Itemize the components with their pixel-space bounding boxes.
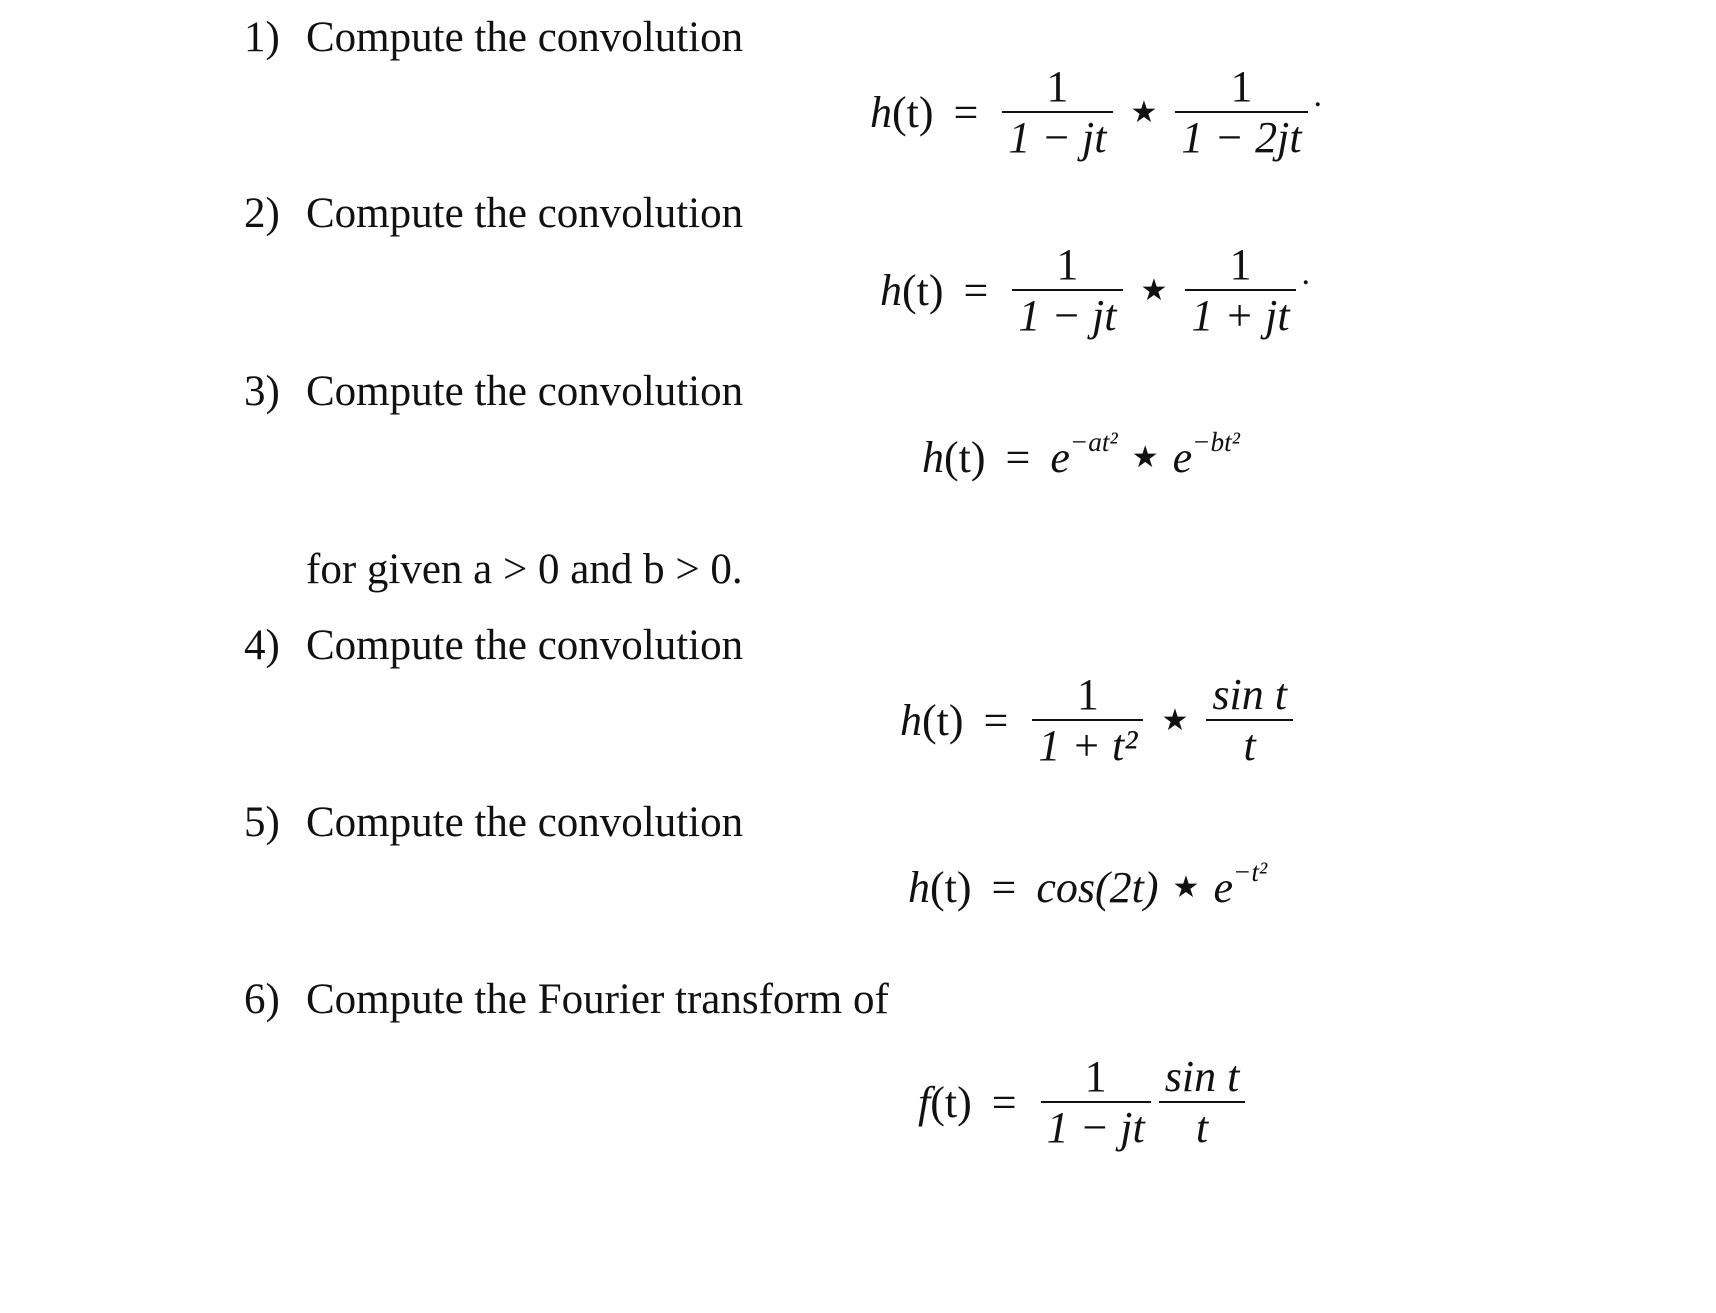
fraction-2 [1175,62,1307,163]
fraction-1 [1032,670,1143,771]
numerator: 1 [1229,240,1252,289]
equals-sign: = [991,1077,1017,1127]
denominator: 1 + t² [1038,721,1138,771]
problem-number: 4) [244,622,280,669]
problem-number: 3) [244,368,280,415]
fraction-1 [1012,240,1122,341]
problem-number: 6) [244,976,280,1023]
problem-6-equation [918,1052,1249,1153]
problem-2-equation [880,240,1310,341]
function-name: h [870,87,892,137]
exponential-base: e [1172,433,1193,482]
problem-3-equation [922,427,1240,483]
function-argument: (t) [922,695,964,745]
denominator: 1 − 2jt [1181,113,1302,163]
equals-sign: = [983,695,1009,745]
equals-sign: = [991,863,1017,912]
function-argument: (t) [902,265,944,315]
function-name: h [880,265,902,315]
problem-number: 5) [244,799,280,846]
denominator: 1 + jt [1191,291,1290,341]
condition-text: for given a > 0 and b > 0. [306,546,743,593]
convolution-star: ★ [1172,871,1200,904]
function-argument: (t) [930,1077,972,1127]
problem-prompt: Compute the convolution [306,368,744,415]
exponential-base: e [1213,863,1233,912]
period: . [1301,254,1311,292]
problem-number: 2) [244,190,280,237]
numerator: sin t [1164,1052,1240,1101]
denominator: t [1243,721,1256,771]
denominator: t [1195,1103,1209,1153]
exponent: −at² [1069,427,1118,457]
problem-prompt: Compute the Fourier transform of [306,976,889,1023]
fraction-2 [1206,670,1293,771]
problem-5-equation [908,857,1268,913]
problem-number: 1) [244,14,280,61]
function-argument: (t) [892,87,934,137]
problem-1-equation [870,62,1322,163]
function-name: h [908,863,930,912]
exponent: −bt² [1192,427,1240,457]
cosine-term: cos(2t) [1036,863,1159,912]
equals-sign: = [953,87,979,137]
problem-prompt: Compute the convolution [306,190,744,237]
numerator: 1 [1084,1052,1107,1101]
denominator: 1 − jt [1018,291,1117,341]
problem-prompt: Compute the convolution [306,14,744,61]
fraction-2 [1185,240,1295,341]
convolution-star: ★ [1130,95,1158,129]
convolution-star: ★ [1161,703,1189,737]
function-name: h [900,695,922,745]
period: . [1313,76,1323,114]
fraction-1 [1002,62,1112,163]
exponent: −t² [1232,857,1268,887]
fraction-1 [1041,1052,1151,1153]
numerator: 1 [1056,240,1079,289]
equals-sign: = [1005,433,1031,482]
numerator: 1 [1230,62,1253,111]
numerator: 1 [1076,670,1099,719]
function-argument: (t) [930,863,972,912]
function-argument: (t) [944,433,986,482]
numerator: sin t [1212,670,1287,719]
exponential-base: e [1050,433,1070,482]
denominator: 1 − jt [1008,113,1107,163]
problem-prompt: Compute the convolution [306,799,744,846]
problem-4-equation [900,670,1297,771]
function-name: f [918,1077,931,1127]
function-name: h [922,433,944,482]
fraction-2 [1159,1052,1246,1153]
convolution-star: ★ [1131,441,1159,474]
numerator: 1 [1046,62,1069,111]
equals-sign: = [963,265,989,315]
convolution-star: ★ [1140,273,1168,307]
denominator: 1 − jt [1046,1103,1145,1153]
problem-prompt: Compute the convolution [306,622,744,669]
